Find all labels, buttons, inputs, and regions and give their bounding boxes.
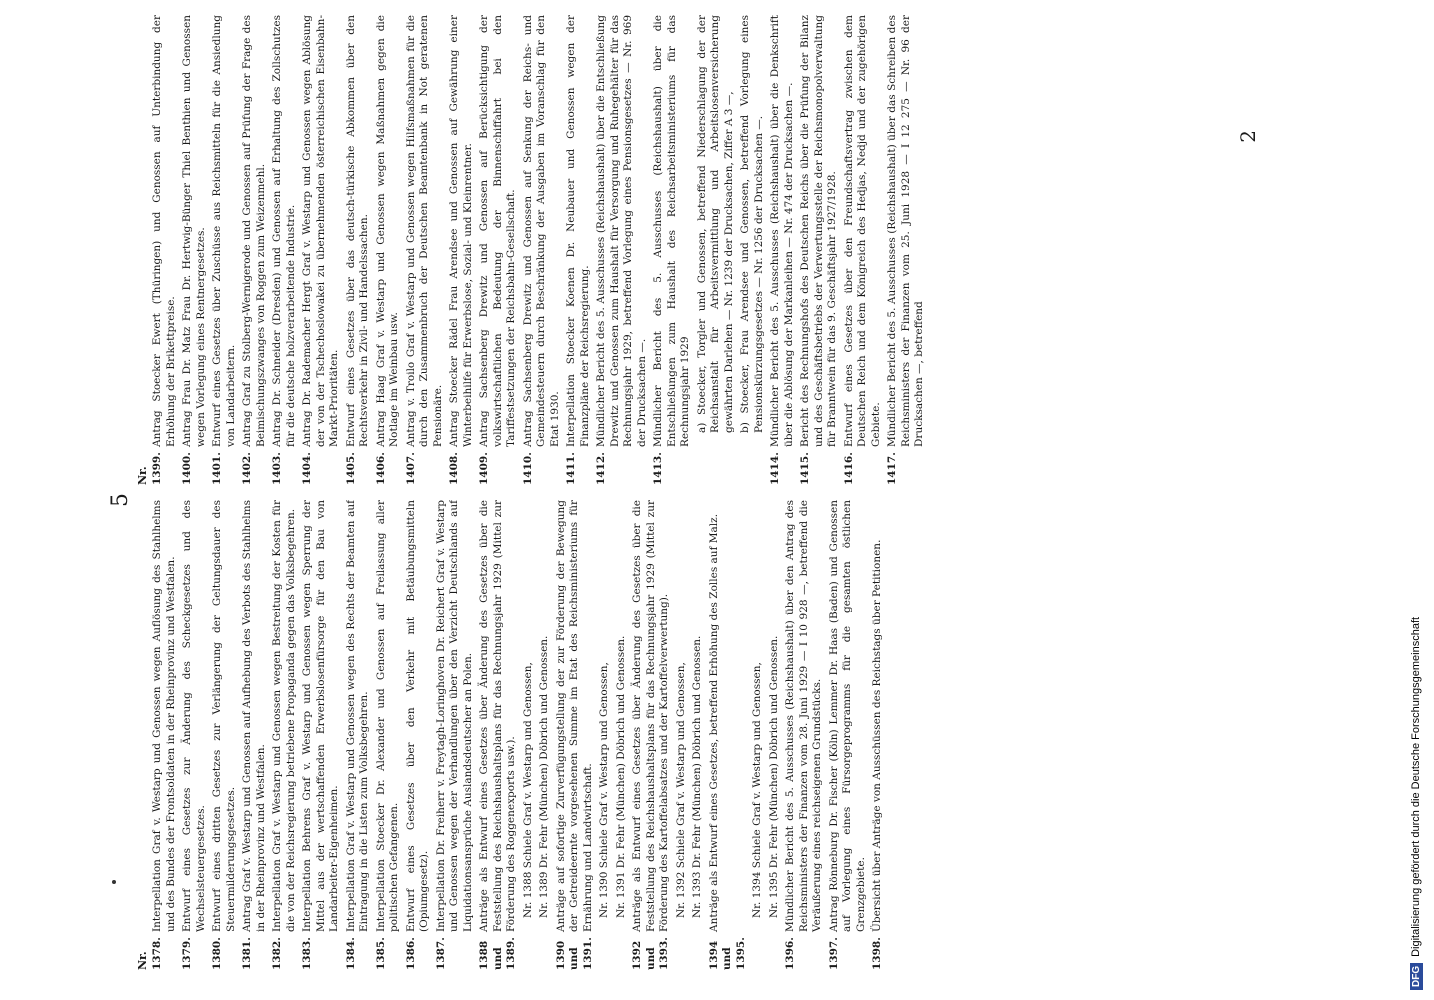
list-item	[751, 500, 765, 970]
list-item	[784, 500, 825, 970]
entry-text: Antrag Stoecker Rädel Frau Arendsee und Genossen auf Gewährung einer Winterbeihilfe für Erwerbslose, Sozial- und Kleinrentner.	[448, 15, 474, 447]
entry-number: 1405.	[344, 452, 357, 485]
list-item	[555, 500, 596, 970]
entry-text: Anträge als Entwurf eines Gesetzes über Änderung des Gesetzes über die Feststellung des Reichshaushaltsplans für das Rechnungsjahr 1929 (Mittel zur Förderung des Kartoffelabsatzes und der Kartoffelverwertung).	[631, 500, 670, 932]
list-item	[345, 500, 372, 970]
entry-text: a) Stoecker, Torgler und Genossen, betreffend Niederschlagung der der Reichsanstalt für Arbeitsvermittlung und Arbeitslosenversicherung gewährten Darlehen — Nr. 1239 der Drucksachen, Ziffer A 3 —,	[695, 15, 735, 433]
entry-number: 1384.	[344, 937, 357, 970]
list-item	[522, 500, 536, 970]
list-item	[696, 15, 737, 485]
list-item	[375, 15, 402, 485]
list-item	[241, 15, 268, 485]
watermark-text: Digitalisierung gefördert durch die Deutsche Forschungsgemeinschaft	[1410, 616, 1422, 957]
list-item	[538, 500, 552, 970]
entry-text: Interpellation Stoecker Koenen Dr. Neubauer und Genossen wegen der Finanzpläne der Reichsregierung.	[565, 15, 591, 447]
entry-number: 1410.	[521, 452, 534, 485]
entry-text: Interpellation Dr. Freiherr v. Freytagh-Loringhoven Dr. Reichert Graf v. Westarp und Genossen wegen der Verhandlungen über den Verzicht Deutschlands auf Liquidationsansprüche Auslandsdeutscher an Polen.	[434, 500, 474, 932]
entry-text: Antrag Graf zu Stolberg-Wernigerode und Genossen auf Prüfung der Frage des Beimischungszwanges von Roggen zum Weizenmehl.	[241, 15, 267, 447]
entry-number: 1411.	[565, 452, 577, 485]
right-entries	[151, 15, 927, 485]
entry-number: 1402.	[241, 452, 253, 485]
right-column	[136, 15, 1296, 485]
list-item	[769, 15, 796, 485]
entry-text: Antrag Stoecker Ewert (Thüringen) und Genossen auf Unterbindung der Erhöhung der Brikettpreise.	[151, 15, 177, 447]
list-item	[151, 500, 178, 970]
entry-text: Mündlicher Bericht des 5. Ausschusses (Reichshaushalt) über die Denkschrift über die Ablösung der Markanleihen — Nr. 474 der Drucksachen —.	[769, 15, 795, 447]
list-item	[375, 500, 402, 970]
list-item	[271, 15, 298, 485]
entry-number: 1416.	[842, 452, 855, 485]
entry-text: Antrag Frau Dr. Matz Frau Dr. Hertwig-Bünger Thiel Benthien und Genossen wegen Vorlegung eines Rentnergesetzes.	[181, 15, 207, 447]
entry-number: 1390 und 1391.	[554, 937, 594, 970]
entry-text: Entwurf eines Gesetzes über den Verkehr mit Betäubungsmitteln (Opiumgesetz).	[404, 500, 430, 932]
entry-number	[675, 932, 689, 970]
entry-number: 1380.	[211, 937, 223, 970]
entry-number: 1392 und 1393.	[631, 937, 670, 970]
left-entries	[151, 500, 885, 970]
list-item	[301, 15, 342, 485]
entry-text: Mündlicher Bericht des 5. Ausschusses (Reichshaushalt) über die Entschließungen zum Haushalt des Reichsarbeitsministeriums für das Rechnungsjahr 1929	[652, 15, 691, 447]
entry-text: Mündlicher Bericht des 5. Ausschusses (Reichshaushalt) über das Schreiben des Reichsministers der Finanzen vom 25. Juni 1928 — I 12 275 — Nr. 96 der Drucksachen —, betreffend	[886, 15, 925, 447]
entry-text: Nr. 1390 Schiele Graf v. Westarp und Genossen,	[598, 662, 610, 918]
list-item	[271, 500, 298, 970]
list-item	[345, 15, 372, 485]
entry-number: 1387.	[434, 937, 447, 970]
list-item	[799, 15, 840, 485]
entry-text: Interpellation Graf v. Westarp und Genossen wegen Auflösung des Stahlhelms und des Bundes der Frontsoldaten in der Rheinprovinz und Westfalen.	[151, 500, 177, 932]
list-item	[828, 500, 869, 970]
entry-text: Antrag Dr. Rademacher Hergt Graf v. Westarp und Genossen wegen Ablösung der von der Tschechoslowakei zu übernehmenden österreichischen Eisenbahn-Markt-Prioritäten.	[301, 15, 340, 447]
entry-number: 1415.	[799, 452, 811, 485]
list-item	[448, 15, 475, 485]
entry-number: 1378.	[151, 937, 163, 970]
entry-number: 1385.	[374, 937, 387, 970]
entry-number	[691, 932, 705, 970]
list-item	[871, 500, 885, 970]
entry-number: 1401.	[211, 452, 223, 485]
list-item	[739, 15, 766, 485]
entry-text: Anträge als Entwurf eines Gesetzes über Änderung des Gesetzes über die Feststellung des Reichshaushaltsplans für das Rechnungsjahr 1929 (Mittel zur Förderung des Roggenexports usw.).	[478, 500, 517, 932]
entry-number: 1409.	[478, 452, 490, 485]
entry-text: b) Stoecker, Frau Arendsee und Genossen, betreffend Vorlegung eines Pensionskürzungsgesetzes — Nr. 1256 der Drucksachen —.	[739, 15, 765, 433]
list-item	[565, 15, 592, 485]
list-item	[435, 500, 476, 970]
entry-text: Antrag Haag Graf v. Westarp und Genossen wegen Maßnahmen gegen die Notlage im Weinbau usw.	[374, 15, 400, 447]
entry-number: 1400.	[181, 452, 193, 485]
signature-number: 2	[1236, 130, 1260, 143]
speck	[112, 880, 116, 884]
entry-number: 1379.	[181, 937, 193, 970]
entry-text: Entwurf eines Gesetzes über das deutsch-türkische Abkommen über den Rechtsverkehr in Zivil- und Handelssachen.	[344, 15, 370, 447]
entry-number	[615, 932, 629, 970]
list-item	[181, 500, 208, 970]
entry-text: Interpellation Behrens Graf v. Westarp und Genossen wegen Sperrung der Mittel aus der wertschaffenden Erwerbslosenfürsorge für den Bau von Landarbeiter-Eigenheimen.	[301, 500, 340, 932]
list-item	[652, 15, 693, 485]
entry-text: Interpellation Graf v. Westarp und Genossen wegen des Rechts der Beamten auf Eintragung in die Listen zum Volksbegehren.	[344, 500, 370, 932]
list-item	[843, 15, 884, 485]
entry-text: Interpellation Stoecker Dr. Alexander und Genossen auf Freilassung aller politischen Gefangenen.	[374, 500, 400, 932]
entry-text: Nr. 1389 Dr. Fehr (München) Döbrich und Genossen.	[538, 635, 550, 918]
list-item	[478, 500, 519, 970]
list-item	[691, 500, 705, 970]
list-item	[522, 15, 563, 485]
entry-text: Nr. 1391 Dr. Fehr (München) Döbrich und Genossen.	[614, 635, 627, 918]
entry-number: 1382.	[271, 937, 283, 970]
entry-number: 1408.	[448, 452, 460, 485]
entry-text: Antrag Sachsenberg Drewitz und Genossen auf Senkung der Reichs- und Gemeindesteuern durch Beschränkung der Ausgaben im Voranschlag für den Etat 1930.	[521, 15, 561, 447]
entry-number: 1381.	[241, 937, 253, 970]
entry-number: 1403.	[271, 452, 283, 485]
entry-text: Nr. 1393 Dr. Fehr (München) Döbrich und Genossen.	[691, 635, 703, 918]
entry-number	[768, 932, 782, 970]
entry-text: Bericht des Rechnungshofs des Deutschen Reichs über die Prüfung der Bilanz und des Geschäftsbetriebs der Verwertungsstelle der Reichsmonopolverwaltung für Branntwein für das 9. Geschäftsjahr 1927/1928.	[799, 15, 838, 447]
entry-number: 1417.	[886, 452, 898, 485]
entry-number: 1394 und 1395.	[707, 937, 747, 970]
entry-number: 1386.	[404, 937, 417, 970]
entry-text: Nr. 1392 Schiele Graf v. Westarp und Genossen,	[674, 662, 687, 918]
list-item	[595, 15, 649, 485]
entry-number: 1383.	[301, 937, 313, 970]
list-item	[631, 500, 672, 970]
entry-number: 1406.	[374, 452, 387, 485]
list-item	[405, 500, 432, 970]
entry-number	[538, 932, 552, 970]
entry-number	[522, 932, 536, 970]
entry-number: 1399.	[151, 452, 163, 485]
entry-number: 1388 und 1389.	[478, 937, 517, 970]
list-item	[886, 15, 927, 485]
list-item	[301, 500, 342, 970]
list-item	[181, 15, 208, 485]
entry-number	[696, 447, 737, 485]
entry-text: Anträge auf sofortige Zurverfügungstellung der zur Förderung der Bewegung der Getreideernte vorgesehenen Summe im Etat des Reichsministeriums für Ernährung und Landwirtschaft.	[554, 500, 594, 932]
entry-number: 1407.	[404, 452, 417, 485]
entry-text: Mündlicher Bericht des 5. Ausschusses (Reichshaushalt) über den Antrag des Reichsministers der Finanzen vom 28. Juni 1929 — I 10 928 —, betreffend die Veräußerung eines reichseigenen Grundstücks.	[784, 500, 823, 932]
entry-text: Entwurf eines dritten Gesetzes zur Verlängerung der Geltungsdauer des Steuermilderungsgesetzes.	[211, 500, 237, 932]
entry-text: Antrag Sachsenberg Drewitz und Genossen auf Berücksichtigung der volkswirtschaftlichen Bedeutung der Binnenschiffahrt bei den Tariffestsetzungen der Reichsbahn-Gesellschaft.	[478, 15, 517, 447]
entry-text: Anträge als Entwurf eines Gesetzes, betreffend Erhöhung des Zolles auf Malz.	[707, 513, 720, 932]
dfg-watermark	[1404, 10, 1428, 990]
entry-text: Entwurf eines Gesetzes zur Änderung des Scheckgesetzes und des Wechselsteuergesetzes.	[181, 500, 207, 932]
list-item	[615, 500, 629, 970]
entry-text: Entwurf eines Gesetzes über Zuschüsse aus Reichsmitteln für die Ansiedlung von Landarbeitern.	[211, 15, 237, 447]
list-item	[241, 500, 268, 970]
list-item	[768, 500, 782, 970]
entry-number: 1398.	[871, 937, 883, 970]
entry-text: Übersicht über Anträge von Ausschüssen des Reichstags über Petitionen.	[871, 539, 883, 932]
entry-text: Antrag Rönneburg Dr. Fischer (Köln) Lemmer Dr. Haas (Baden) und Genossen auf Vorlegung eines Fürsorgeprogramms für die gesamten östlichen Grenzgebiete.	[827, 500, 867, 932]
entry-text: Antrag Graf v. Westarp und Genossen auf Aufhebung des Verbots des Stahlhelms in der Rheinprovinz und Westfalen.	[241, 500, 267, 932]
entry-number: 1404.	[301, 452, 313, 485]
entry-text: Entwurf eines Gesetzes über den Freundschaftsvertrag zwischen dem Deutschen Reich und dem Königreich des Hedjas, Nedjd und der zugehörigen Gebiete.	[842, 15, 882, 447]
entry-number	[739, 447, 766, 485]
list-item	[151, 15, 178, 485]
entry-number: 1396.	[784, 937, 796, 970]
dfg-logo: DFG	[1410, 963, 1423, 990]
list-item	[598, 500, 612, 970]
list-item	[708, 500, 749, 970]
entry-text: Nr. 1388 Schiele Graf v. Westarp und Genossen,	[521, 662, 534, 918]
entry-text: Nr. 1395 Dr. Fehr (München) Döbrich und Genossen.	[767, 635, 780, 918]
left-column	[136, 500, 1296, 970]
entry-text: Antrag Dr. Schneider (Dresden) und Genossen auf Erhaltung des Zollschutzes für die deutsche holzverarbeitende Industrie.	[271, 15, 297, 447]
list-item	[405, 15, 446, 485]
list-item	[675, 500, 689, 970]
entry-text: Interpellation Graf v. Westarp und Genossen wegen Bestreitung der Kosten für die von der Reichsregierung betriebene Propaganda gegen das Volksbegehren.	[271, 500, 297, 932]
entry-text: Nr. 1394 Schiele Graf v. Westarp und Genossen,	[751, 662, 763, 918]
rotated-page	[100, 10, 1350, 990]
list-item	[211, 15, 238, 485]
entry-text: Antrag v. Troilo Graf v. Westarp und Genossen wegen Hilfsmaßnahmen für die durch den Zusammenbruch der Deutschen Beamtenbank in Not geratenen Pensionäre.	[404, 15, 444, 447]
entry-number	[751, 932, 765, 970]
entry-number	[598, 932, 612, 970]
list-item	[478, 15, 519, 485]
entry-number: 1413.	[652, 452, 664, 485]
page-number: 5	[108, 493, 133, 507]
list-item	[211, 500, 238, 970]
entry-number: 1397.	[827, 937, 840, 970]
entry-number: 1412.	[595, 452, 607, 485]
column-header: Nr.	[136, 466, 149, 485]
entry-text: Mündlicher Bericht des 5. Ausschusses (Reichshaushalt) über die Entschließung Drewitz und Genossen zum Haushalt für Versorgung und Ruhegehälter für das Rechnungsjahr 1929, betreffend Vorlegung eines Pensionsgesetzes — Nr. 969 der Drucksachen —.	[595, 15, 648, 447]
entry-number: 1414.	[769, 452, 781, 485]
column-header: Nr.	[136, 951, 149, 970]
